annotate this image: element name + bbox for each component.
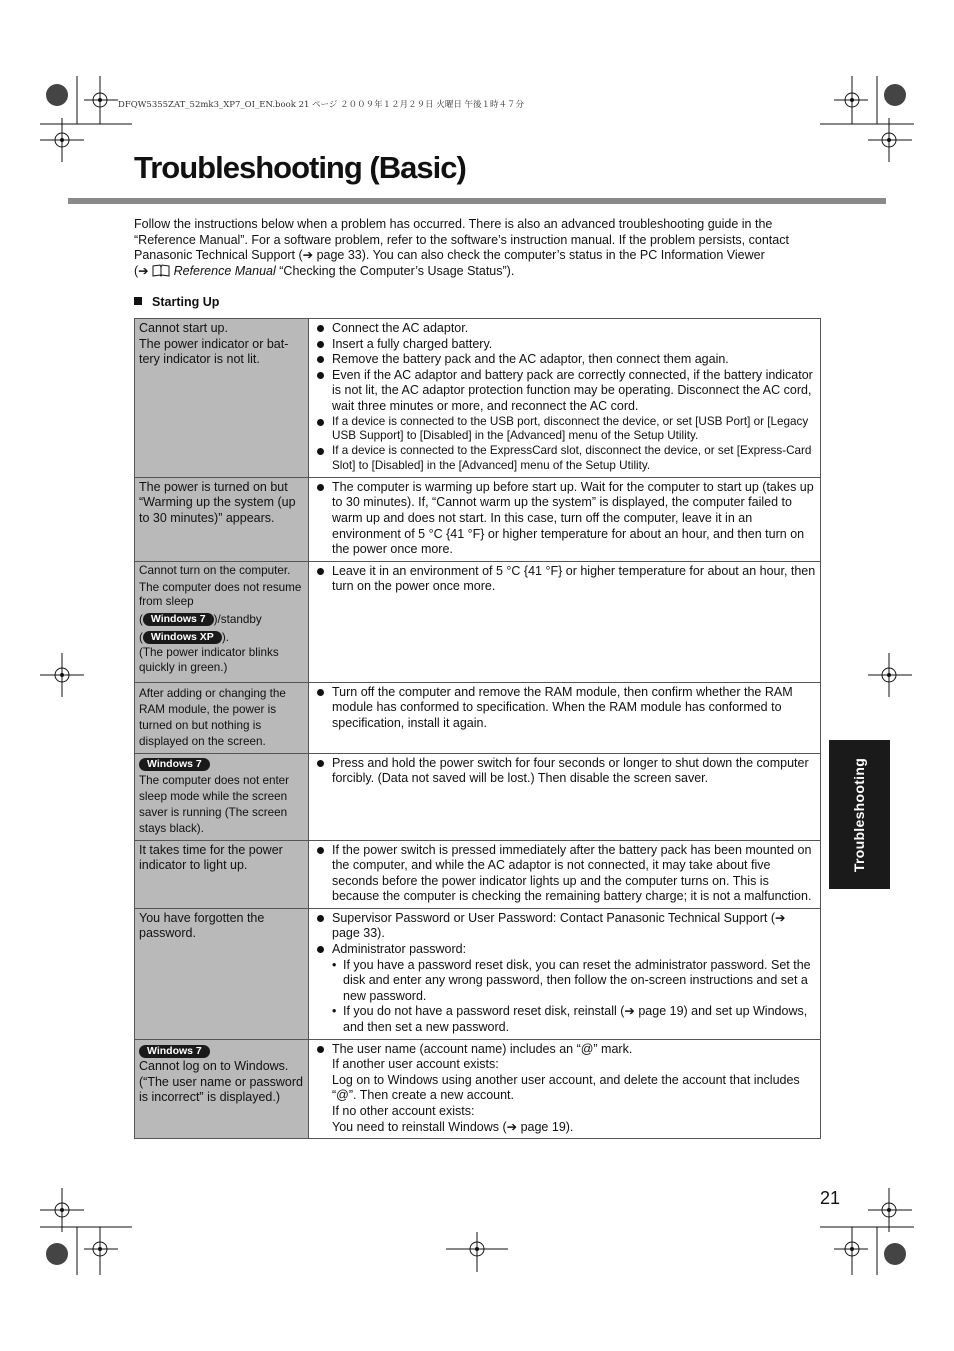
solution-cell bbox=[309, 753, 821, 840]
table-row bbox=[135, 1039, 821, 1139]
solution-item: Administrator password: bbox=[313, 942, 816, 958]
problem-text: The computer does not resume from sleep bbox=[139, 580, 302, 609]
chapter-side-tab bbox=[829, 740, 890, 889]
problem-cell bbox=[135, 682, 309, 753]
solution-item: The user name (account name) includes an “@” mark. bbox=[313, 1042, 816, 1058]
problem-text-line bbox=[139, 631, 304, 646]
problem-cell bbox=[135, 1039, 309, 1139]
solution-subitems bbox=[313, 958, 816, 1036]
intro-ref-rest: “Checking the Computer’s Usage Status”). bbox=[279, 263, 515, 278]
problem-text: Cannot log on to Windows. (“The user name or password is incorrect” is displayed.) bbox=[139, 1059, 303, 1105]
solution-cell bbox=[309, 477, 821, 561]
solution-cell bbox=[309, 1039, 821, 1139]
solution-subitem: • If you do not have a password reset disk, reinstall (➔ page 19) and set up Windows, and then set a new password. bbox=[332, 1004, 816, 1035]
page-title: Troubleshooting (Basic) bbox=[134, 150, 466, 185]
solution-item: If a device is connected to the ExpressCard slot, disconnect the device, or set [Express-Card Slot] to [Disabled] in the [Advanced] menu of the Setup Utility. bbox=[313, 444, 816, 474]
table-row bbox=[135, 682, 821, 753]
table-row bbox=[135, 561, 821, 682]
problem-text: tery indicator is not lit. bbox=[139, 352, 260, 367]
page-number: 21 bbox=[820, 1188, 841, 1208]
problem-text-line bbox=[139, 613, 304, 628]
title-rule bbox=[68, 198, 886, 204]
solution-item: Even if the AC adaptor and battery pack are correctly connected, if the battery indicator is not lit, the AC adaptor protection function may be operating. Disconnect the AC cord, wait three minutes or more, and reconnect the AC cord. bbox=[313, 368, 816, 415]
print-header-meta: DFQW5355ZAT_52mk3_XP7_OI_EN.book 21 ページ ２００９年１２月２９日 火曜日 午後１時４７分 bbox=[118, 100, 525, 110]
solution-item: Supervisor Password or User Password: Contact Panasonic Technical Support (➔ page 33). bbox=[313, 911, 816, 942]
problem-text: The power indicator or bat- bbox=[139, 336, 289, 351]
troubleshooting-table bbox=[134, 318, 821, 1139]
problem-text: It takes time for the power indicator to light up. bbox=[139, 842, 283, 873]
chapter-side-tab-label: Troubleshooting bbox=[851, 757, 867, 873]
solution-item: Press and hold the power switch for four seconds or longer to shut down the computer forcibly. (Data not saved will be lost.) Then disable the screen saver. bbox=[313, 756, 816, 787]
table-row bbox=[135, 477, 821, 561]
problem-text: Cannot start up. bbox=[139, 321, 228, 335]
windowsxp-badge: Windows XP bbox=[143, 631, 222, 644]
solution-cell bbox=[309, 840, 821, 908]
solution-cell bbox=[309, 682, 821, 753]
solution-cell bbox=[309, 908, 821, 1039]
problem-text: The power is turned on but “Warming up the system (up to 30 minutes)” appears. bbox=[139, 479, 296, 525]
problem-cell bbox=[135, 840, 309, 908]
problem-cell bbox=[135, 561, 309, 682]
problem-cell bbox=[135, 908, 309, 1039]
problem-text: The computer does not enter sleep mode while the screen saver is running (The screen stays black). bbox=[139, 773, 290, 835]
intro-text: Follow the instructions below when a problem has occurred. There is also an advanced troubleshooting guide in the “Reference Manual”. For a software problem, refer to the software’s instruction manual. If the problem persists, contact Panasonic Technical Support (➔ page 33). You can also check the computer’s status in the PC Information Viewer bbox=[134, 217, 789, 263]
section-heading-text: Starting Up bbox=[152, 295, 220, 309]
solution-item: If the power switch is pressed immediately after the battery pack has been mounted on the computer, and while the AC adaptor is not connected, it may take about five seconds before the power indicator lights up and the computer turns on. This is because the computer is checking the remaining battery charge; it is not a malfunction. bbox=[313, 843, 816, 905]
solution-cell bbox=[309, 561, 821, 682]
problem-text: ). bbox=[221, 630, 229, 644]
intro-ref-open: (➔ bbox=[134, 263, 149, 278]
windows7-badge: Windows 7 bbox=[143, 613, 214, 626]
solution-cell bbox=[309, 319, 821, 478]
problem-cell bbox=[135, 319, 309, 478]
paren-open: ( bbox=[139, 630, 143, 644]
solution-item: Connect the AC adaptor. bbox=[313, 321, 816, 337]
problem-text: Cannot turn on the computer. bbox=[139, 563, 291, 577]
intro-ref-title: Reference Manual bbox=[173, 263, 276, 278]
square-bullet-icon bbox=[134, 297, 142, 305]
solution-item: Remove the battery pack and the AC adaptor, then connect them again. bbox=[313, 352, 816, 368]
solution-item: If a device is connected to the USB port, disconnect the device, or set [USB Port] or [Legacy USB Support] to [Disabled] in the [Advanced] menu of the Setup Utility. bbox=[313, 415, 816, 445]
solution-subitem: • If you have a password reset disk, you can reset the administrator password. Set the disk and enter any wrong password, then follow the on-screen instructions and set a new password. bbox=[332, 958, 816, 1005]
solution-item: The computer is warming up before start up. Wait for the computer to start up (takes up to 30 minutes). If, “Cannot warm up the system” is displayed, the computer failed to warm up and does not start. In this case, turn off the computer, leave it in an environment of 5 °C {41 °F} or higher temperature for about an hour, and then turn on the power once more. bbox=[313, 480, 816, 558]
table-row bbox=[135, 840, 821, 908]
solution-continuation: If another user account exists: bbox=[332, 1057, 499, 1072]
solution-item: Insert a fully charged battery. bbox=[313, 337, 816, 353]
problem-text: (The power indicator blinks quickly in green.) bbox=[139, 645, 279, 674]
solution-continuation: If no other account exists: bbox=[332, 1104, 475, 1119]
solution-continuation: You need to reinstall Windows (➔ page 19). bbox=[332, 1119, 574, 1134]
problem-text: After adding or changing the RAM module, the power is turned on but nothing is displayed on the screen. bbox=[139, 686, 286, 748]
table-row bbox=[135, 908, 821, 1039]
solution-item: Turn off the computer and remove the RAM module, then confirm whether the RAM module has conformed to specification. When the RAM module has conformed to specification, install it again. bbox=[313, 685, 816, 732]
problem-cell bbox=[135, 477, 309, 561]
section-heading bbox=[134, 295, 219, 309]
book-icon bbox=[152, 264, 170, 277]
problem-text: )/standby bbox=[213, 613, 262, 627]
solution-continuation: Log on to Windows using another user account, and delete the account that includes “@”. Then create a new account. bbox=[332, 1072, 800, 1103]
solution-item: Leave it in an environment of 5 °C {41 °F} or higher temperature for about an hour, then turn on the power once more. bbox=[313, 564, 816, 595]
windows7-badge: Windows 7 bbox=[139, 1045, 210, 1058]
problem-cell bbox=[135, 753, 309, 840]
windows7-badge: Windows 7 bbox=[139, 758, 210, 771]
problem-text: You have forgotten the password. bbox=[139, 910, 265, 941]
table-row bbox=[135, 319, 821, 478]
table-row bbox=[135, 753, 821, 840]
paren-open: ( bbox=[139, 613, 143, 627]
intro-paragraph bbox=[134, 217, 824, 279]
